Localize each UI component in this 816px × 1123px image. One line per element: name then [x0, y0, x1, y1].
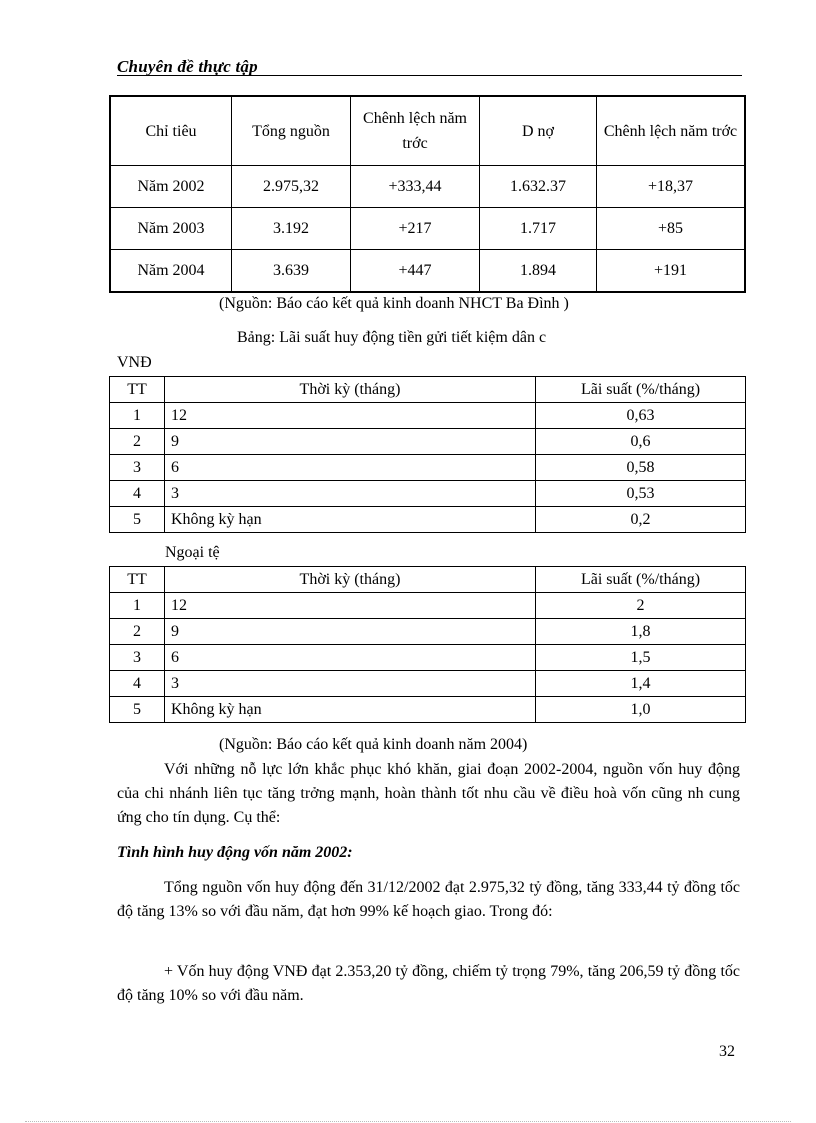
header-cell: Lãi suất (%/tháng): [536, 377, 746, 403]
body-paragraph: [117, 960, 740, 1008]
body-paragraph: [117, 758, 740, 830]
table-row: [110, 403, 746, 429]
header-cell: TT: [110, 567, 165, 593]
table-cell: 6: [165, 645, 536, 671]
table-cell: +191: [597, 250, 746, 293]
paragraph-text: Với những nỗ lực lớn khắc phục khó khăn, giai đoạn 2002-2004, nguồn vốn huy động của chi nhánh liên tục tăng trởng mạnh, hoàn thành tốt nhu cầu về điều hoà vốn cũng nh cung ứng cho tín dụng. Cụ thể:: [117, 761, 740, 826]
page-number: 32: [719, 1043, 735, 1060]
table-cell: 0,63: [536, 403, 746, 429]
table-cell: +333,44: [351, 166, 480, 208]
table-cell: 6: [165, 455, 536, 481]
table-row: [110, 429, 746, 455]
table-cell: 1.894: [480, 250, 597, 293]
currency-label-fx: Ngoại tệ: [165, 544, 220, 561]
table-cell: 3: [110, 645, 165, 671]
section-heading: Tình hình huy động vốn năm 2002:: [117, 844, 353, 861]
table-cell: 3.639: [232, 250, 351, 293]
table-row: [110, 455, 746, 481]
header-cell: Chênh lệch năm trớc: [351, 96, 480, 166]
source-note: (Nguồn: Báo cáo kết quả kinh doanh năm 2004): [219, 736, 528, 753]
table-cell: 1,8: [536, 619, 746, 645]
table-cell: 2: [536, 593, 746, 619]
table-cell: 3.192: [232, 208, 351, 250]
table-cell: 1: [110, 403, 165, 429]
header-cell: Thời kỳ (tháng): [165, 377, 536, 403]
table-row: [110, 208, 745, 250]
table-cell: 12: [165, 593, 536, 619]
table-header-row: [110, 567, 746, 593]
table-cell: 12: [165, 403, 536, 429]
vnd-interest-table: [109, 376, 746, 533]
table-cell: 4: [110, 481, 165, 507]
header-cell: TT: [110, 377, 165, 403]
table-cell: 0,6: [536, 429, 746, 455]
funding-summary-table: [109, 95, 746, 293]
paragraph-text: + Vốn huy động VNĐ đạt 2.353,20 tỷ đồng, chiếm tỷ trọng 79%, tăng 206,59 tỷ đồng tốc độ tăng 10% so với đầu năm.: [117, 963, 740, 1004]
table-row: [110, 481, 746, 507]
header-cell: Chỉ tiêu: [110, 96, 232, 166]
source-note: (Nguồn: Báo cáo kết quả kinh doanh NHCT Ba Đình ): [219, 295, 569, 312]
header-cell: Chênh lệch năm trớc: [597, 96, 746, 166]
table-cell: 2: [110, 619, 165, 645]
table-cell: +217: [351, 208, 480, 250]
table-cell: 0,2: [536, 507, 746, 533]
table-header-row: [110, 377, 746, 403]
fx-interest-table: [109, 566, 746, 723]
table-row: [110, 671, 746, 697]
table-row: [110, 250, 745, 293]
table-row: [110, 645, 746, 671]
table-cell: 1.717: [480, 208, 597, 250]
table-cell: 2: [110, 429, 165, 455]
table-row: [110, 593, 746, 619]
table-header-row: [110, 96, 745, 166]
table-cell: 1: [110, 593, 165, 619]
table-row: [110, 619, 746, 645]
header-cell: Lãi suất (%/tháng): [536, 567, 746, 593]
table-cell: Năm 2003: [110, 208, 232, 250]
table-cell: 2.975,32: [232, 166, 351, 208]
table-cell: 1,4: [536, 671, 746, 697]
currency-label-vnd: VNĐ: [117, 354, 152, 371]
table-cell: Không kỳ hạn: [165, 507, 536, 533]
table-cell: +18,37: [597, 166, 746, 208]
table-cell: +85: [597, 208, 746, 250]
body-paragraph: [117, 876, 740, 924]
table-cell: 3: [165, 481, 536, 507]
table-cell: 0,58: [536, 455, 746, 481]
table-cell: 1,5: [536, 645, 746, 671]
header-cell: D nợ: [480, 96, 597, 166]
table-cell: 4: [110, 671, 165, 697]
table-cell: +447: [351, 250, 480, 293]
table-cell: 9: [165, 619, 536, 645]
paragraph-text: Tổng nguồn vốn huy động đến 31/12/2002 đạt 2.975,32 tỷ đồng, tăng 333,44 tỷ đồng tốc độ tăng 13% so với đầu năm, đạt hơn 99% kế hoạch giao. Trong đó:: [117, 879, 740, 920]
table-cell: 3: [110, 455, 165, 481]
table-cell: 1,0: [536, 697, 746, 723]
header-cell: Tổng nguồn: [232, 96, 351, 166]
page-bottom-divider: [25, 1121, 791, 1122]
table-caption: Bảng: Lãi suất huy động tiền gửi tiết kiệm dân c: [237, 329, 547, 346]
table-cell: 5: [110, 697, 165, 723]
table-cell: 5: [110, 507, 165, 533]
table-cell: Không kỳ hạn: [165, 697, 536, 723]
table-cell: Năm 2004: [110, 250, 232, 293]
table-row: [110, 166, 745, 208]
table-cell: 3: [165, 671, 536, 697]
table-cell: 9: [165, 429, 536, 455]
header-title: Chuyên đề thực tập: [117, 57, 258, 76]
table-row: [110, 507, 746, 533]
header-cell: Thời kỳ (tháng): [165, 567, 536, 593]
table-cell: 0,53: [536, 481, 746, 507]
header-rule: [117, 75, 742, 76]
table-cell: 1.632.37: [480, 166, 597, 208]
table-row: [110, 697, 746, 723]
table-cell: Năm 2002: [110, 166, 232, 208]
